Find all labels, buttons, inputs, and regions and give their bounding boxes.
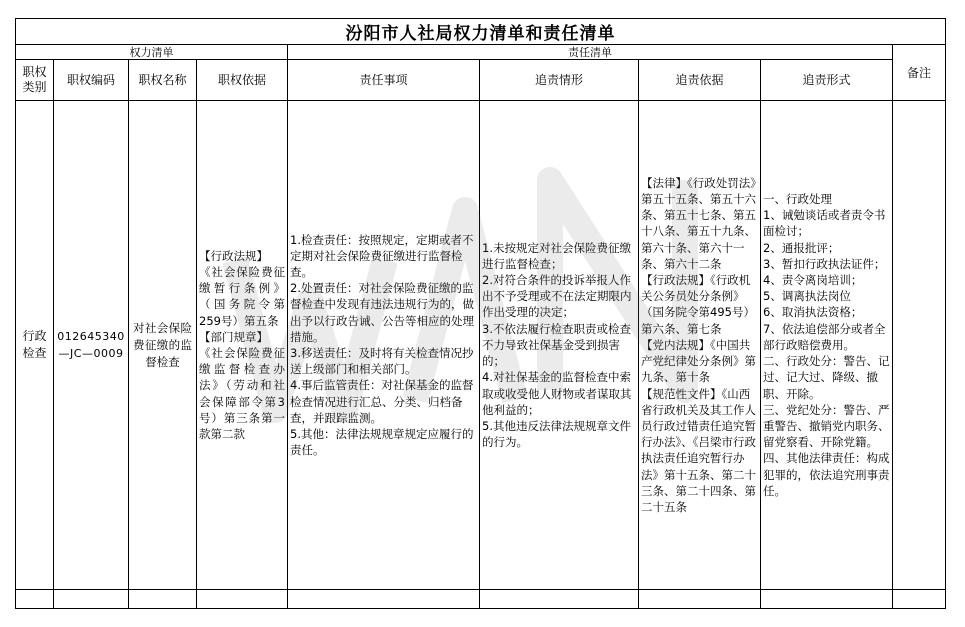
accountability-case: 3.不依法履行检查职责或检查不力导致社保基金受到损害的；	[482, 321, 631, 369]
cell-accountability-cases	[480, 101, 639, 590]
duty-item: 5.其他：法律法规规章规定应履行的责任。	[290, 427, 474, 458]
cell-accountability-basis	[639, 101, 761, 590]
empty-cell	[288, 590, 480, 609]
empty-cell	[480, 590, 639, 609]
header-duty-items: 责任事项	[288, 60, 480, 101]
basis-line: 《社会保险费征缴监督检查办法》（劳动和社会保障部令第3号）第三条第一款第二款	[199, 346, 285, 442]
accountability-form: 一、行政处理	[763, 192, 832, 207]
power-responsibility-table	[15, 18, 946, 609]
cell-power-name: 对社会保险费征缴的监督检查	[129, 101, 197, 590]
document-title: 汾阳市人社局权力清单和责任清单	[16, 19, 946, 45]
table-row	[16, 101, 946, 590]
accountability-case: 5.其他违反法律法规规章文件的行为。	[482, 418, 631, 450]
empty-cell	[893, 590, 946, 609]
accountability-basis-item: 【党内法规】《中国共产党纪律处分条例》第九条、第十条	[641, 337, 756, 385]
accountability-basis-item: 【法律】《行政处罚法》第五十五条、第五十六条、第五十七条、第五十八条、第五十九条、第六十条、第六十一条、第六十二条	[641, 175, 756, 271]
accountability-case: 4.对社保基金的监督检查中索取或收受他人财物或者谋取其他利益的；	[482, 370, 632, 417]
header-accountability-basis: 追责依据	[639, 60, 761, 101]
duty-item: 3.移送责任：及时将有关检查情况抄送上级部门和相关部门。	[290, 346, 474, 377]
header-power-basis: 职权依据	[197, 60, 288, 101]
cell-remarks	[893, 101, 946, 590]
empty-cell	[129, 590, 197, 609]
empty-cell	[54, 590, 129, 609]
cell-power-basis	[197, 101, 288, 590]
duty-item: 4.事后监管责任：对社保基金的监督检查情况进行汇总、分类、归档备查，并跟踪监测。	[290, 378, 474, 425]
accountability-form: 二、行政处分：警告、记过、记大过、降级、撤职、开除。	[763, 354, 890, 401]
accountability-form: 三、党纪处分：警告、严重警告、撤销党内职务、留党察看、开除党籍。	[763, 402, 890, 450]
cell-duty-items	[288, 101, 480, 590]
header-accountability-forms: 追责形式	[761, 60, 893, 101]
header-remarks: 备注	[893, 45, 946, 101]
accountability-case: 2.对符合条件的投诉举报人作出不予受理或不在法定期限内作出受理的决定；	[482, 273, 632, 320]
header-accountability-cases: 追责情形	[480, 60, 639, 101]
accountability-case: 1.未按规定对社会保险费征缴进行监督检查；	[482, 240, 631, 271]
cell-power-type: 行政 检查	[16, 101, 54, 590]
empty-cell	[16, 590, 54, 609]
cell-power-code: 012645340 —JC—0009	[54, 101, 129, 590]
header-power-name: 职权名称	[129, 60, 197, 101]
accountability-basis-item: 【规范性文件】《山西省行政机关及其工作人员行政过错责任追究暂行办法》、《吕梁市行政执法责任追究暂行办法》第十五条、第二十三条、第二十四条、第二十五条	[641, 386, 756, 514]
empty-cell	[197, 590, 288, 609]
group-header-power-list: 权力清单	[16, 45, 288, 60]
accountability-form: 5、调离执法岗位	[763, 289, 851, 304]
accountability-form: 6、取消执法资格；	[763, 305, 863, 320]
accountability-basis-item: 【行政法规】《行政机关公务员处分条例》（国务院令第495号）第六条、第七条	[641, 273, 755, 336]
basis-line: 【部门规章】	[199, 329, 268, 344]
group-header-duty-list: 责任清单	[288, 45, 893, 60]
accountability-form: 3、暂扣行政执法证件；	[763, 256, 886, 271]
header-power-type: 职权 类别	[16, 60, 54, 101]
basis-line: 《社会保险费征缴暂行条例》（国务院令第259号）第五条	[199, 264, 285, 328]
empty-cell	[639, 590, 761, 609]
header-power-code: 职权编码	[54, 60, 129, 101]
accountability-form: 4、责令离岗培训；	[763, 273, 863, 288]
basis-line: 【行政法规】	[199, 248, 268, 263]
duty-item: 1.检查责任：按照规定，定期或者不定期对社会保险费征缴进行监督检查。	[290, 232, 474, 279]
accountability-form: 2、通报批评；	[763, 240, 840, 255]
accountability-form: 四、其他法律责任：构成犯罪的，依法追究刑事责任。	[763, 451, 890, 498]
cell-accountability-forms	[761, 101, 893, 590]
empty-cell	[761, 590, 893, 609]
empty-row	[16, 590, 946, 609]
accountability-form: 1、诫勉谈话或者责令书面检讨；	[763, 208, 886, 239]
duty-item: 2.处置责任：对社会保险费征缴的监督检查中发现有违法违规行为的，做出予以行政告诫、公告等相应的处理措施。	[290, 281, 474, 344]
accountability-form: 7、依法追偿部分或者全部行政赔偿费用。	[763, 321, 886, 352]
